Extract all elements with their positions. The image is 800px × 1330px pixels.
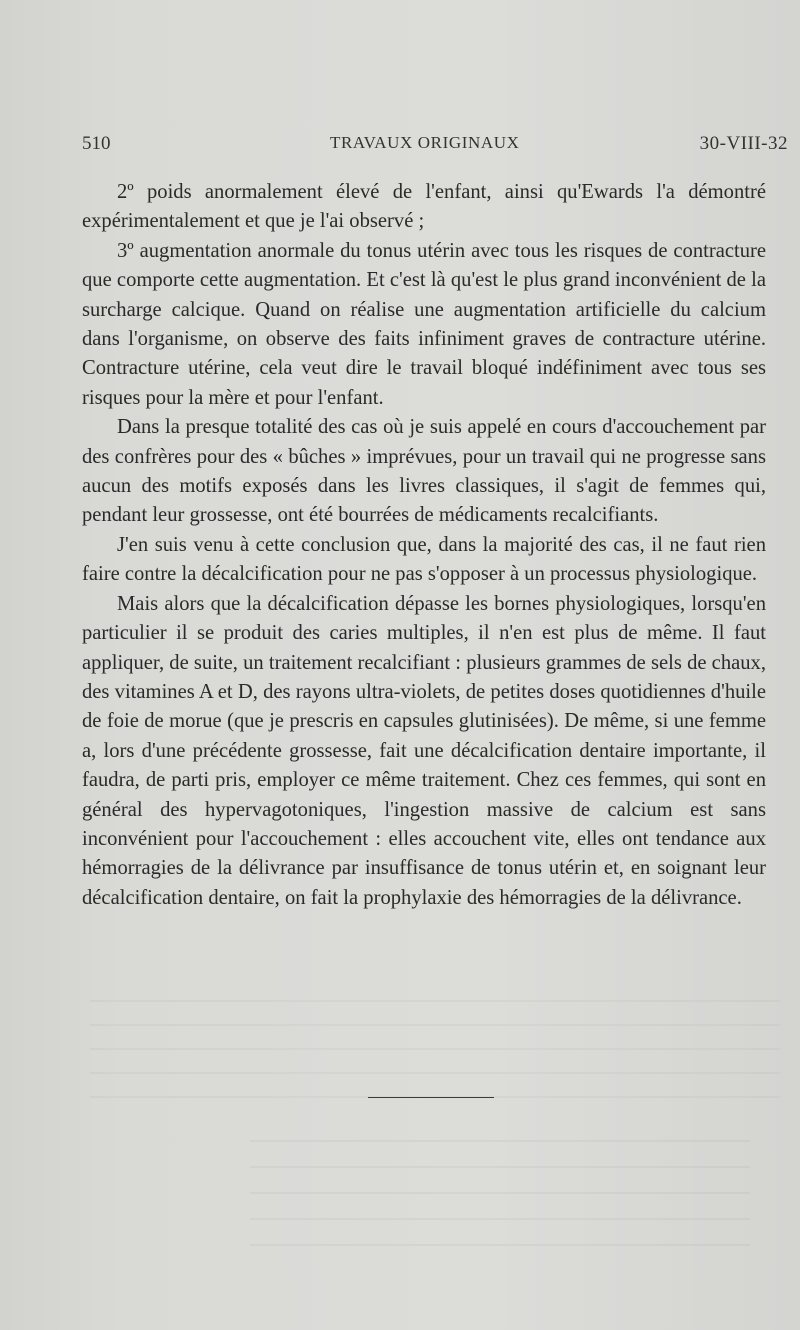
show-through-decoration [250,1140,750,1260]
paragraph: 2º poids anormalement élevé de l'enfant, ainsi qu'Ewards l'a démontré expérimentalement et que je l'ai observé ; [82,181,766,233]
paragraph: Mais alors que la décalcification dépasse les bornes physiologiques, lorsqu'en particulier il se produit des caries multiples, il n'en est plus de même. Il faut appliquer, de suite, un traitement recalcifiant : plusieurs grammes de sels de chaux, des vitamines A et D, des rayons ultra-violets, de petites doses quotidiennes d'huile de foie de morue (que je prescris en capsules glutinisées). De même, si une femme a, lors d'une précédente grossesse, fait une décalcification dentaire importante, il faudra, de parti pris, employer ce même traitement. Chez ces femmes, qui sont en général des hypervagotoniques, l'ingestion massive de calcium est sans inconvénient pour l'accouchement : elles accouchent vite, elles ont tendance aux hémorragies de la délivrance par insuffisance de tonus utérin et, en soignant leur décalcification dentaire, on fait la prophylaxie des hémorragies de la délivrance. [82,592,766,909]
show-through-decoration [90,1000,780,1110]
paragraph: Dans la presque totalité des cas où je suis appelé en cours d'accouchement par des confrères pour des « bûches » imprévues, pour un travail qui ne progresse sans aucun des motifs exposés dans les livres classiques, il s'agit de femmes qui, pendant leur grossesse, ont été bourrées de médicaments recalcifiants. [82,416,766,527]
paragraph: 3º augmentation anormale du tonus utérin avec tous les risques de contracture que comporte cette augmentation. Et c'est là qu'est le plus grand inconvénient de la surcharge calcique. Quand on réalise une augmentation artificielle du calcium dans l'organisme, on observe des faits infiniment graves de contracture utérine. Contracture utérine, cela veut dire le travail bloqué indéfiniment avec tous ses risques pour la mère et pour l'enfant. [82,239,766,409]
section-end-rule [368,1097,494,1098]
running-header [82,133,788,157]
body-text [82,178,766,913]
page-number: 510 [82,133,111,154]
running-title: TRAVAUX ORIGINAUX [330,133,520,152]
issue-date: 30-VIII-32 [699,133,788,154]
paragraph: J'en suis venu à cette conclusion que, dans la majorité des cas, il ne faut rien faire contre la décalcification pour ne pas s'opposer à un processus physiologique. [82,533,766,586]
